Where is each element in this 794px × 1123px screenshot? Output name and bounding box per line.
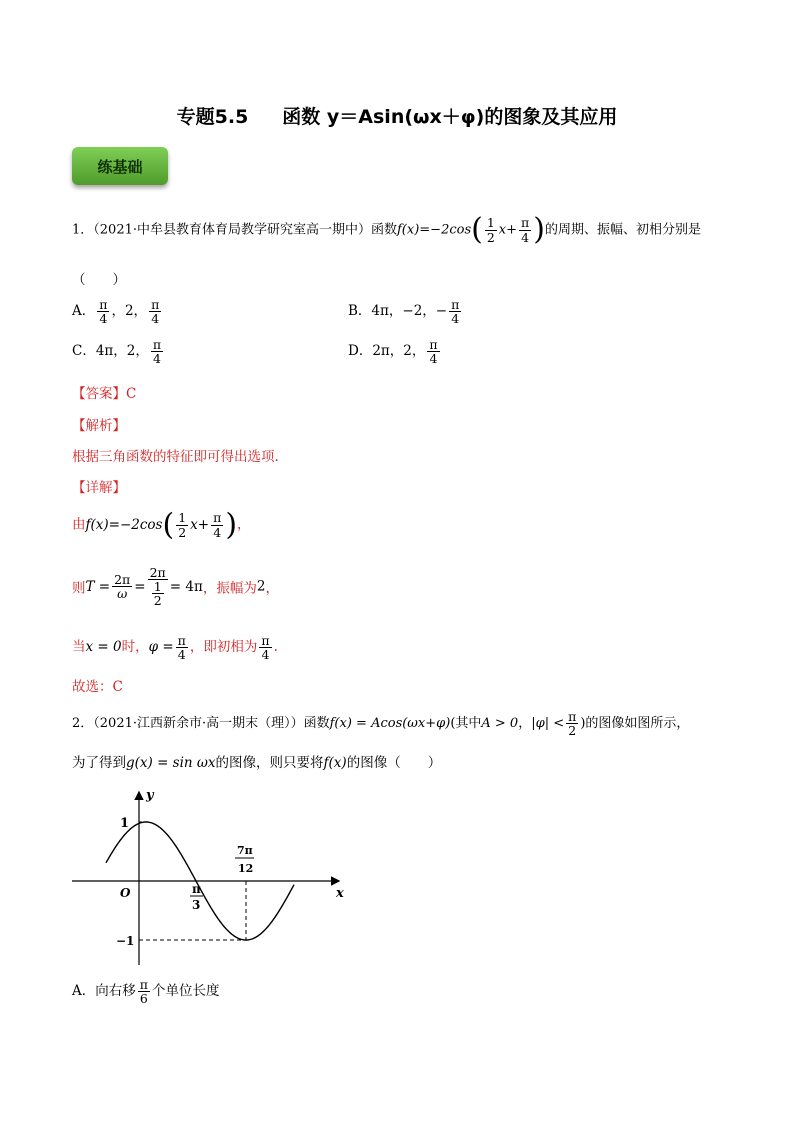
- frac-den: 4: [451, 311, 460, 327]
- page-title: [0, 102, 794, 129]
- q1-final-answer: [72, 675, 123, 695]
- frac-den: 2: [178, 524, 187, 540]
- q1-option-b[interactable]: [348, 298, 463, 325]
- answer-text: 【答案】C: [72, 386, 137, 402]
- q1-option-d[interactable]: [348, 338, 442, 365]
- detail-text: ，即初相为: [189, 639, 258, 656]
- y-axis-label: y: [146, 788, 154, 803]
- frac-num: π: [152, 337, 162, 352]
- tick-pi3-den: 3: [192, 898, 201, 912]
- frac-num: π: [261, 633, 270, 648]
- frac-den: [148, 580, 168, 607]
- q1-stem-suffix: 的周期、振幅、初相分别是: [544, 222, 701, 238]
- omega-symbol: ω: [117, 586, 128, 602]
- q2-text: 的图像（ ）: [346, 755, 442, 771]
- frac-pi4: [449, 298, 461, 325]
- practice-basics-button[interactable]: [72, 147, 168, 185]
- frac-den: 2: [486, 229, 495, 245]
- detail-text: ，: [237, 516, 251, 533]
- q1-detail-label: [72, 476, 126, 496]
- q1-frac-half: [485, 216, 497, 243]
- frac-num: 1: [178, 510, 187, 526]
- frac-num: 2π: [149, 565, 166, 580]
- frac-num: 1: [486, 215, 495, 231]
- option-label: A．: [72, 303, 96, 320]
- frac-den: 4: [261, 647, 270, 663]
- answer-blank: （ ）: [72, 272, 126, 288]
- detail-x-plus: x+: [190, 516, 210, 533]
- detail-text: 当: [72, 639, 86, 656]
- detail-text: 由: [72, 516, 86, 533]
- frac-num: 1: [153, 579, 162, 595]
- frac-den: 6: [139, 991, 148, 1007]
- right-paren: ): [533, 212, 545, 247]
- q2-text: (其中: [450, 716, 482, 732]
- equals-sign: =: [134, 578, 146, 595]
- y-tick-one: 1: [120, 816, 130, 831]
- x-axis-label: x: [336, 886, 344, 901]
- frac-pi4: [151, 338, 163, 365]
- title-topic-name: 函数 y＝Asin(ωx＋φ)的图象及其应用: [282, 106, 618, 128]
- frac-2pi-omega: [112, 573, 132, 600]
- right-paren: ): [225, 507, 238, 542]
- q2-condition: A > 0: [481, 716, 519, 732]
- tick-7pi12-num: 7π: [237, 844, 253, 857]
- frac-num: π: [99, 297, 108, 312]
- frac-num: π: [429, 337, 438, 352]
- origin-label: O: [120, 886, 131, 900]
- detail-text: 时，: [121, 639, 149, 656]
- analysis-text: 根据三角函数的特征即可得出选项.: [72, 449, 279, 465]
- frac-num: π: [451, 297, 460, 312]
- q1-detail-line1: [72, 507, 251, 542]
- q2-func: f(x) = Acos(ωx+φ): [329, 716, 451, 732]
- q1-option-c[interactable]: [72, 338, 165, 365]
- frac-pi4: [176, 634, 188, 661]
- q1-frac-pi4: [519, 216, 531, 243]
- q2-phi-condition: |φ| <: [531, 716, 565, 732]
- frac-den: 4: [153, 351, 161, 367]
- q2-g-func: g(x) = sin ωx: [126, 755, 216, 771]
- frac-num: 2π: [114, 572, 131, 588]
- q2-text: 的图像，则只要将: [215, 755, 324, 771]
- option-text: A．向右移: [72, 983, 136, 1000]
- tick-pi3-num: π: [192, 882, 201, 896]
- frac-num: π: [177, 633, 186, 648]
- detail-text: ，: [265, 580, 279, 597]
- detail-text: 则: [72, 580, 86, 597]
- q2-text: 为了得到: [72, 755, 126, 771]
- cosine-graph: [66, 785, 356, 975]
- q1-detail-line3: [72, 634, 278, 661]
- frac-pi6: [138, 978, 150, 1005]
- frac-pi2: [566, 710, 578, 737]
- q2-stem-prefix: 2．（2021·江西新余市·高一期末（理））函数: [72, 716, 330, 732]
- q1-option-a[interactable]: [72, 298, 163, 325]
- frac-num: π: [521, 215, 530, 231]
- detail-text: .: [273, 639, 278, 656]
- frac-num: π: [213, 510, 222, 526]
- q2-text: )的图像如图所示，: [580, 716, 690, 732]
- q2-stem-line1: [72, 710, 689, 737]
- frac-pi4: [427, 338, 439, 365]
- detail-label: 【详解】: [72, 480, 126, 496]
- q1-x-plus: x+: [498, 222, 518, 238]
- q1-analysis-label: [72, 414, 126, 434]
- q1-detail-line2: [72, 566, 279, 607]
- final-text: 故选：C: [72, 679, 123, 695]
- period-symbol: T =: [85, 578, 111, 595]
- q1-analysis-text: [72, 445, 279, 465]
- option-text: C．4π，2，: [72, 343, 149, 360]
- title-topic-number: 专题5.5: [176, 106, 249, 128]
- frac-num: π: [568, 709, 577, 724]
- frac-den: 4: [429, 351, 438, 367]
- frac-den: [115, 587, 129, 600]
- frac-2pi-half: [148, 566, 168, 607]
- frac-pi4: [211, 511, 223, 538]
- amplitude-value: 2: [256, 578, 266, 595]
- option-text: B．4π，−2，−: [348, 303, 448, 320]
- frac-den: 2: [568, 723, 577, 739]
- x-zero: x = 0: [85, 639, 122, 656]
- frac-num: π: [151, 297, 160, 312]
- q1-stem-prefix: 1．（2021·中牟县教育体育局教学研究室高一期中）函数: [72, 222, 397, 238]
- q2-text: ，: [518, 716, 532, 732]
- q2-f: f(x): [323, 755, 347, 771]
- phi-symbol: φ =: [148, 639, 174, 656]
- left-paren: (: [471, 212, 483, 247]
- option-text: D．2π，2，: [348, 343, 426, 360]
- frac-den: 4: [151, 311, 160, 327]
- left-paren: (: [162, 507, 175, 542]
- detail-text: ，振幅为: [202, 580, 257, 597]
- tick-7pi12-den: 12: [238, 862, 254, 875]
- y-tick-neg-one: −1: [116, 934, 135, 948]
- frac-den: 2: [153, 593, 162, 609]
- frac-half: [176, 511, 188, 538]
- option-text: ，2，: [111, 303, 148, 320]
- frac-pi4: [149, 298, 161, 325]
- q2-stem-line2: [72, 751, 441, 771]
- q1-blank: [72, 268, 126, 288]
- q1-answer: [72, 382, 136, 402]
- option-text: 个单位长度: [151, 983, 220, 1000]
- frac-pi4: [97, 298, 109, 325]
- period-result: = 4π: [169, 578, 203, 595]
- practice-basics-label: 练基础: [97, 157, 143, 176]
- frac-num: π: [139, 977, 148, 992]
- analysis-label: 【解析】: [72, 418, 126, 434]
- frac-den: 4: [99, 311, 108, 327]
- frac-half: [152, 580, 164, 607]
- q1-func: f(x)=−2cos: [397, 222, 472, 238]
- frac-pi4: [259, 634, 271, 661]
- frac-den: 4: [177, 647, 186, 663]
- detail-func: f(x)=−2cos: [85, 516, 163, 533]
- q2-option-a[interactable]: [72, 978, 219, 1005]
- frac-den: 4: [213, 524, 222, 540]
- q1-stem: [72, 212, 701, 247]
- frac-den: 4: [521, 229, 530, 245]
